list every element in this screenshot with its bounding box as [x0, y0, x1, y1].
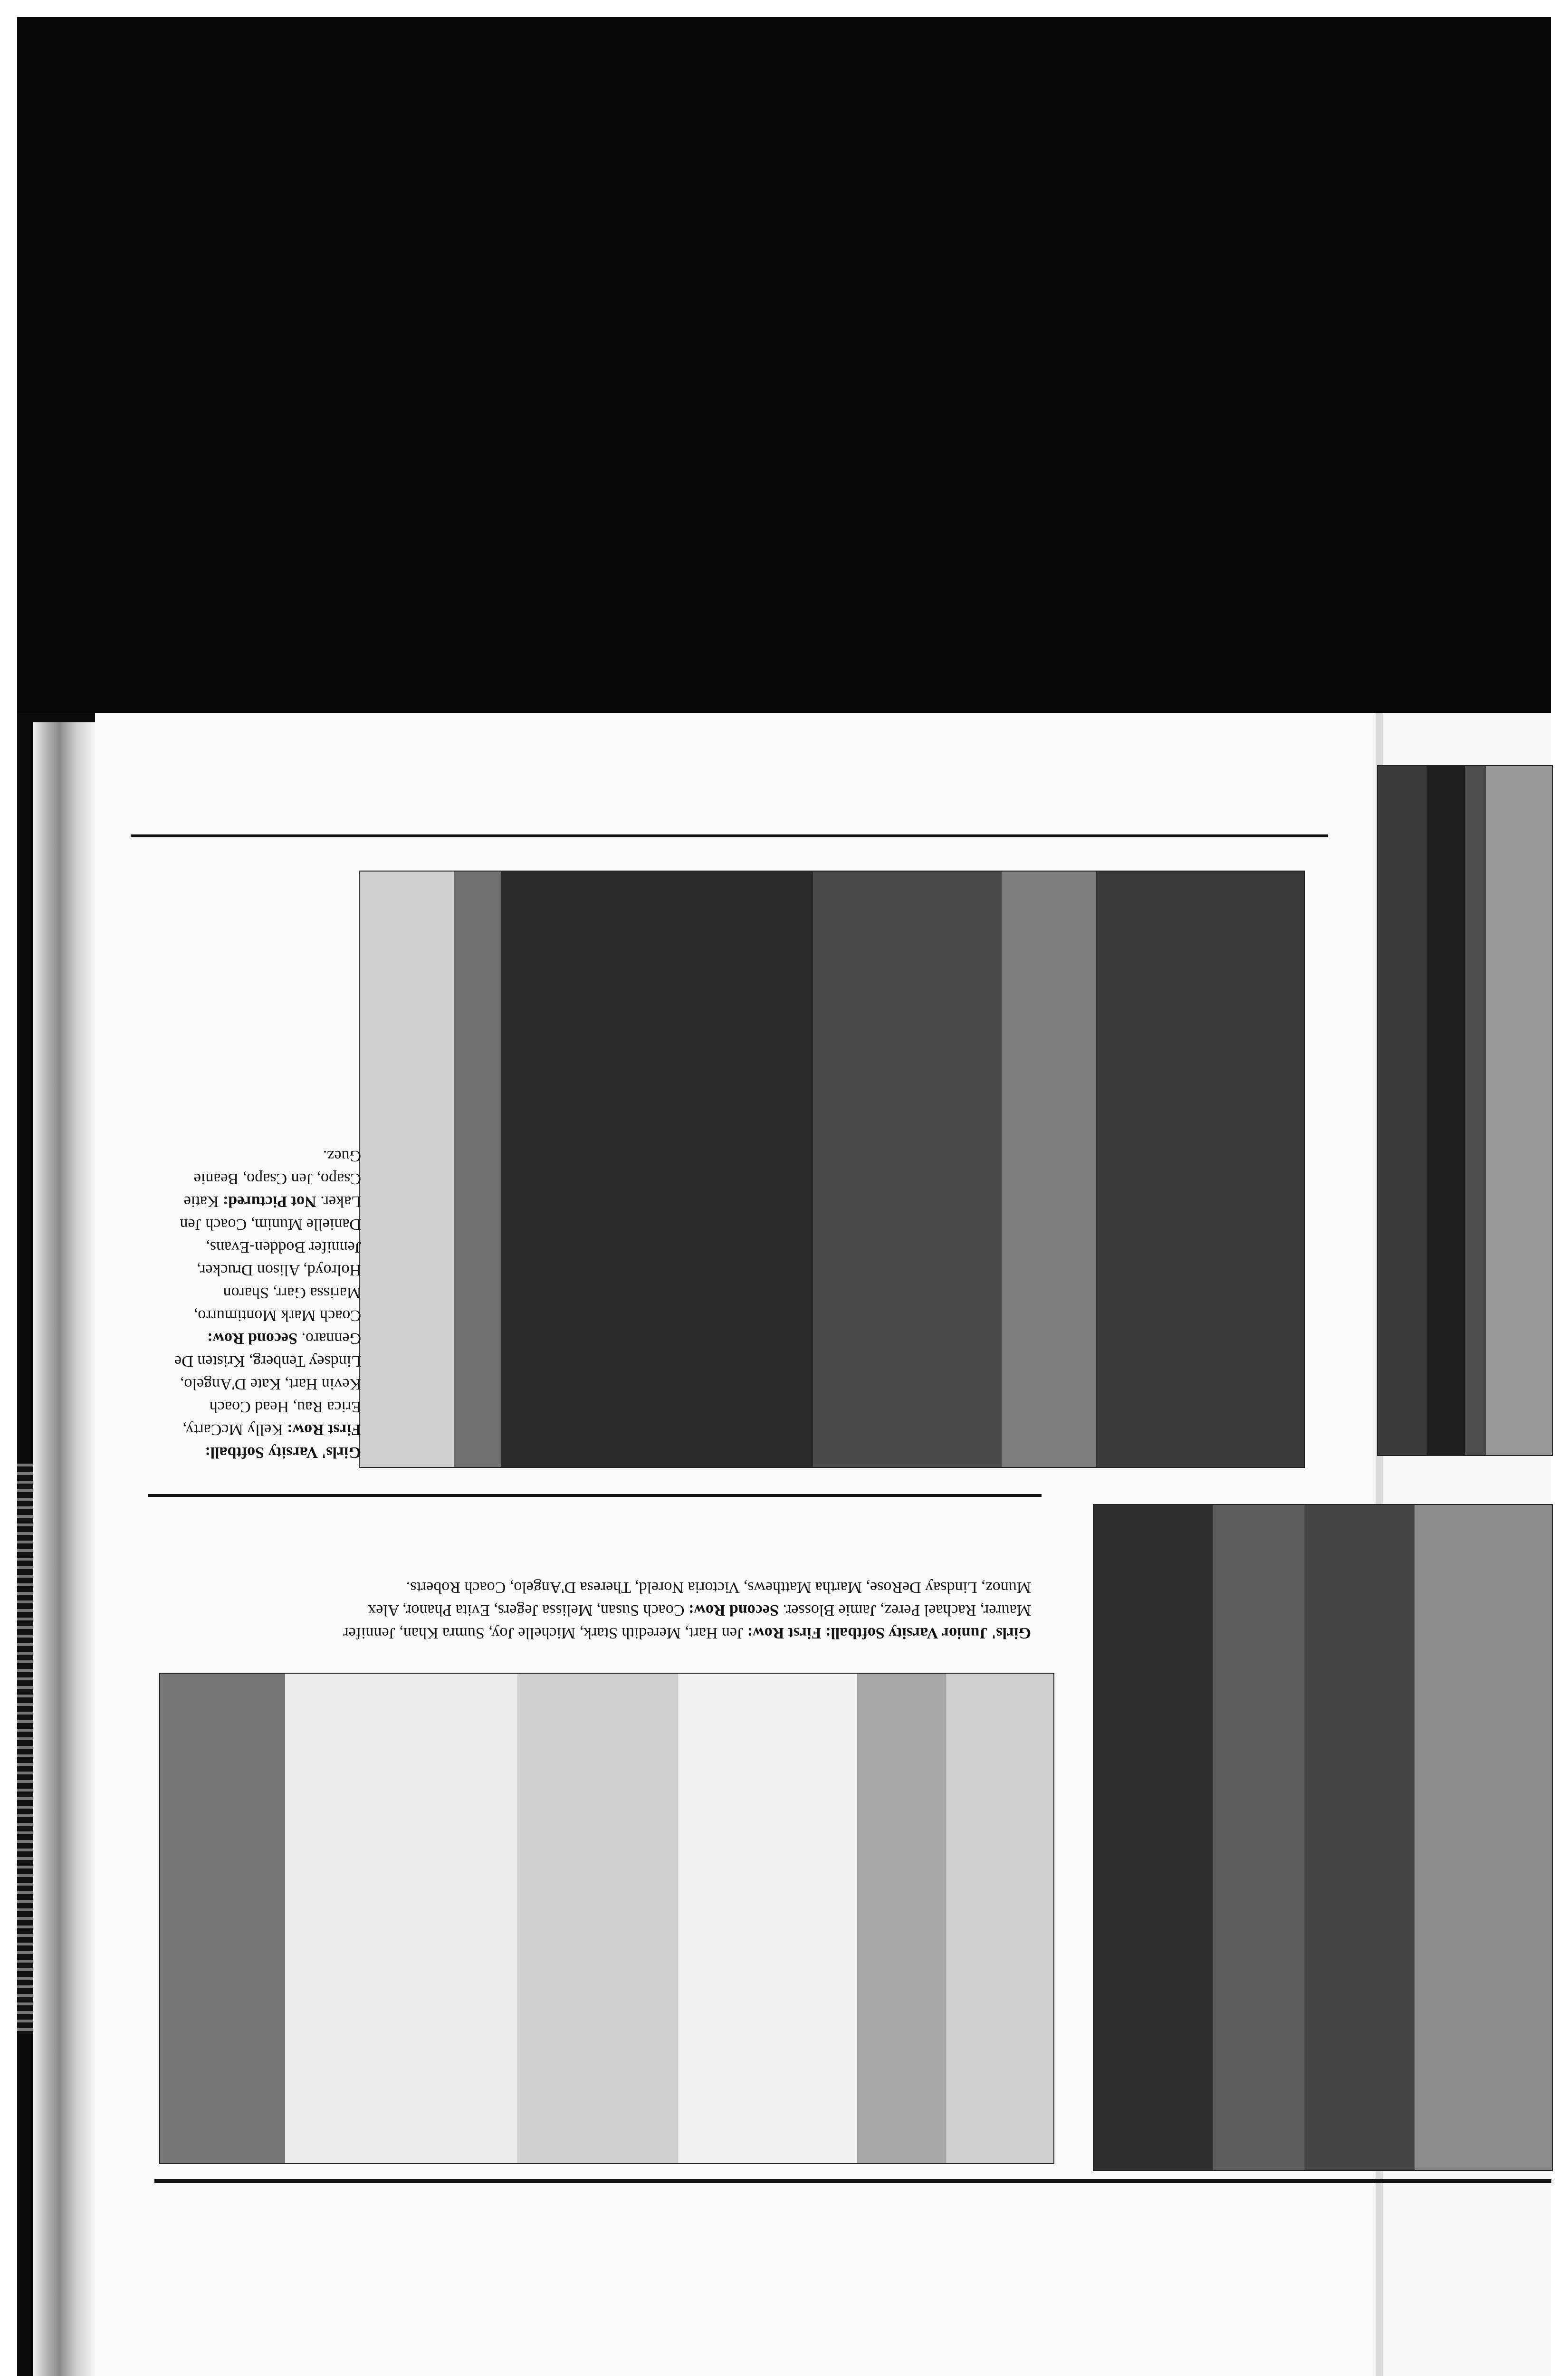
field-action-photo [1377, 765, 1553, 1456]
varsity-not-pictured-names: Katie Csapo, Jen Csapo, Beanie Guez. [183, 1147, 361, 1210]
jv-row2-label: Second Row: [688, 1601, 779, 1619]
book-binding [33, 722, 95, 2376]
top-rule [131, 834, 1328, 837]
varsity-row2-names: Coach Mark Montimurro, Marissa Garr, Sharon Holroyd, Alison Drucker, Jennifer Bodden-Evans, Danielle Munim, Coach Jen Laker. [180, 1193, 361, 1324]
jv-team-photo [159, 1673, 1054, 2164]
jv-caption-title: Girls' Junior Varsity Softball: [825, 1624, 1031, 1642]
middle-rule [148, 1494, 1042, 1497]
varsity-row1-names: Kelly McCarty, Erica Rau, Head Coach Kevin Hart, Kate D'Angelo, Lindsey Tenberg, Kristen De Gennaro. [174, 1330, 361, 1438]
jv-caption [342, 1568, 1031, 1644]
jv-row1-names: Jen Hart, Meredith Stark, Michelle Joy, Sumra Khan, Jennifer Maurer, Rachael Perez, Jamie Blosser. [343, 1601, 1031, 1642]
varsity-caption [171, 1074, 361, 1464]
jv-row2-names: Coach Susan, Melissa Jegers, Evita Phanor, Alex Munoz, Lindsay DeRose, Martha Matthews, Victoria Noreld, Theresa D'Angelo, Coach Roberts. [368, 1579, 1031, 1619]
varsity-row1-label: First Row: [287, 1421, 361, 1438]
varsity-caption-title: Girls' Varsity Softball: [205, 1444, 361, 1461]
varsity-row2-label: Second Row: [207, 1330, 297, 1347]
varsity-team-photo [359, 871, 1305, 1468]
bottom-rule [154, 2179, 1551, 2183]
pitcher-action-photo [1093, 1504, 1553, 2171]
varsity-not-pictured-label: Not Pictured: [222, 1193, 316, 1210]
jv-row1-label: First Row: [747, 1624, 822, 1642]
